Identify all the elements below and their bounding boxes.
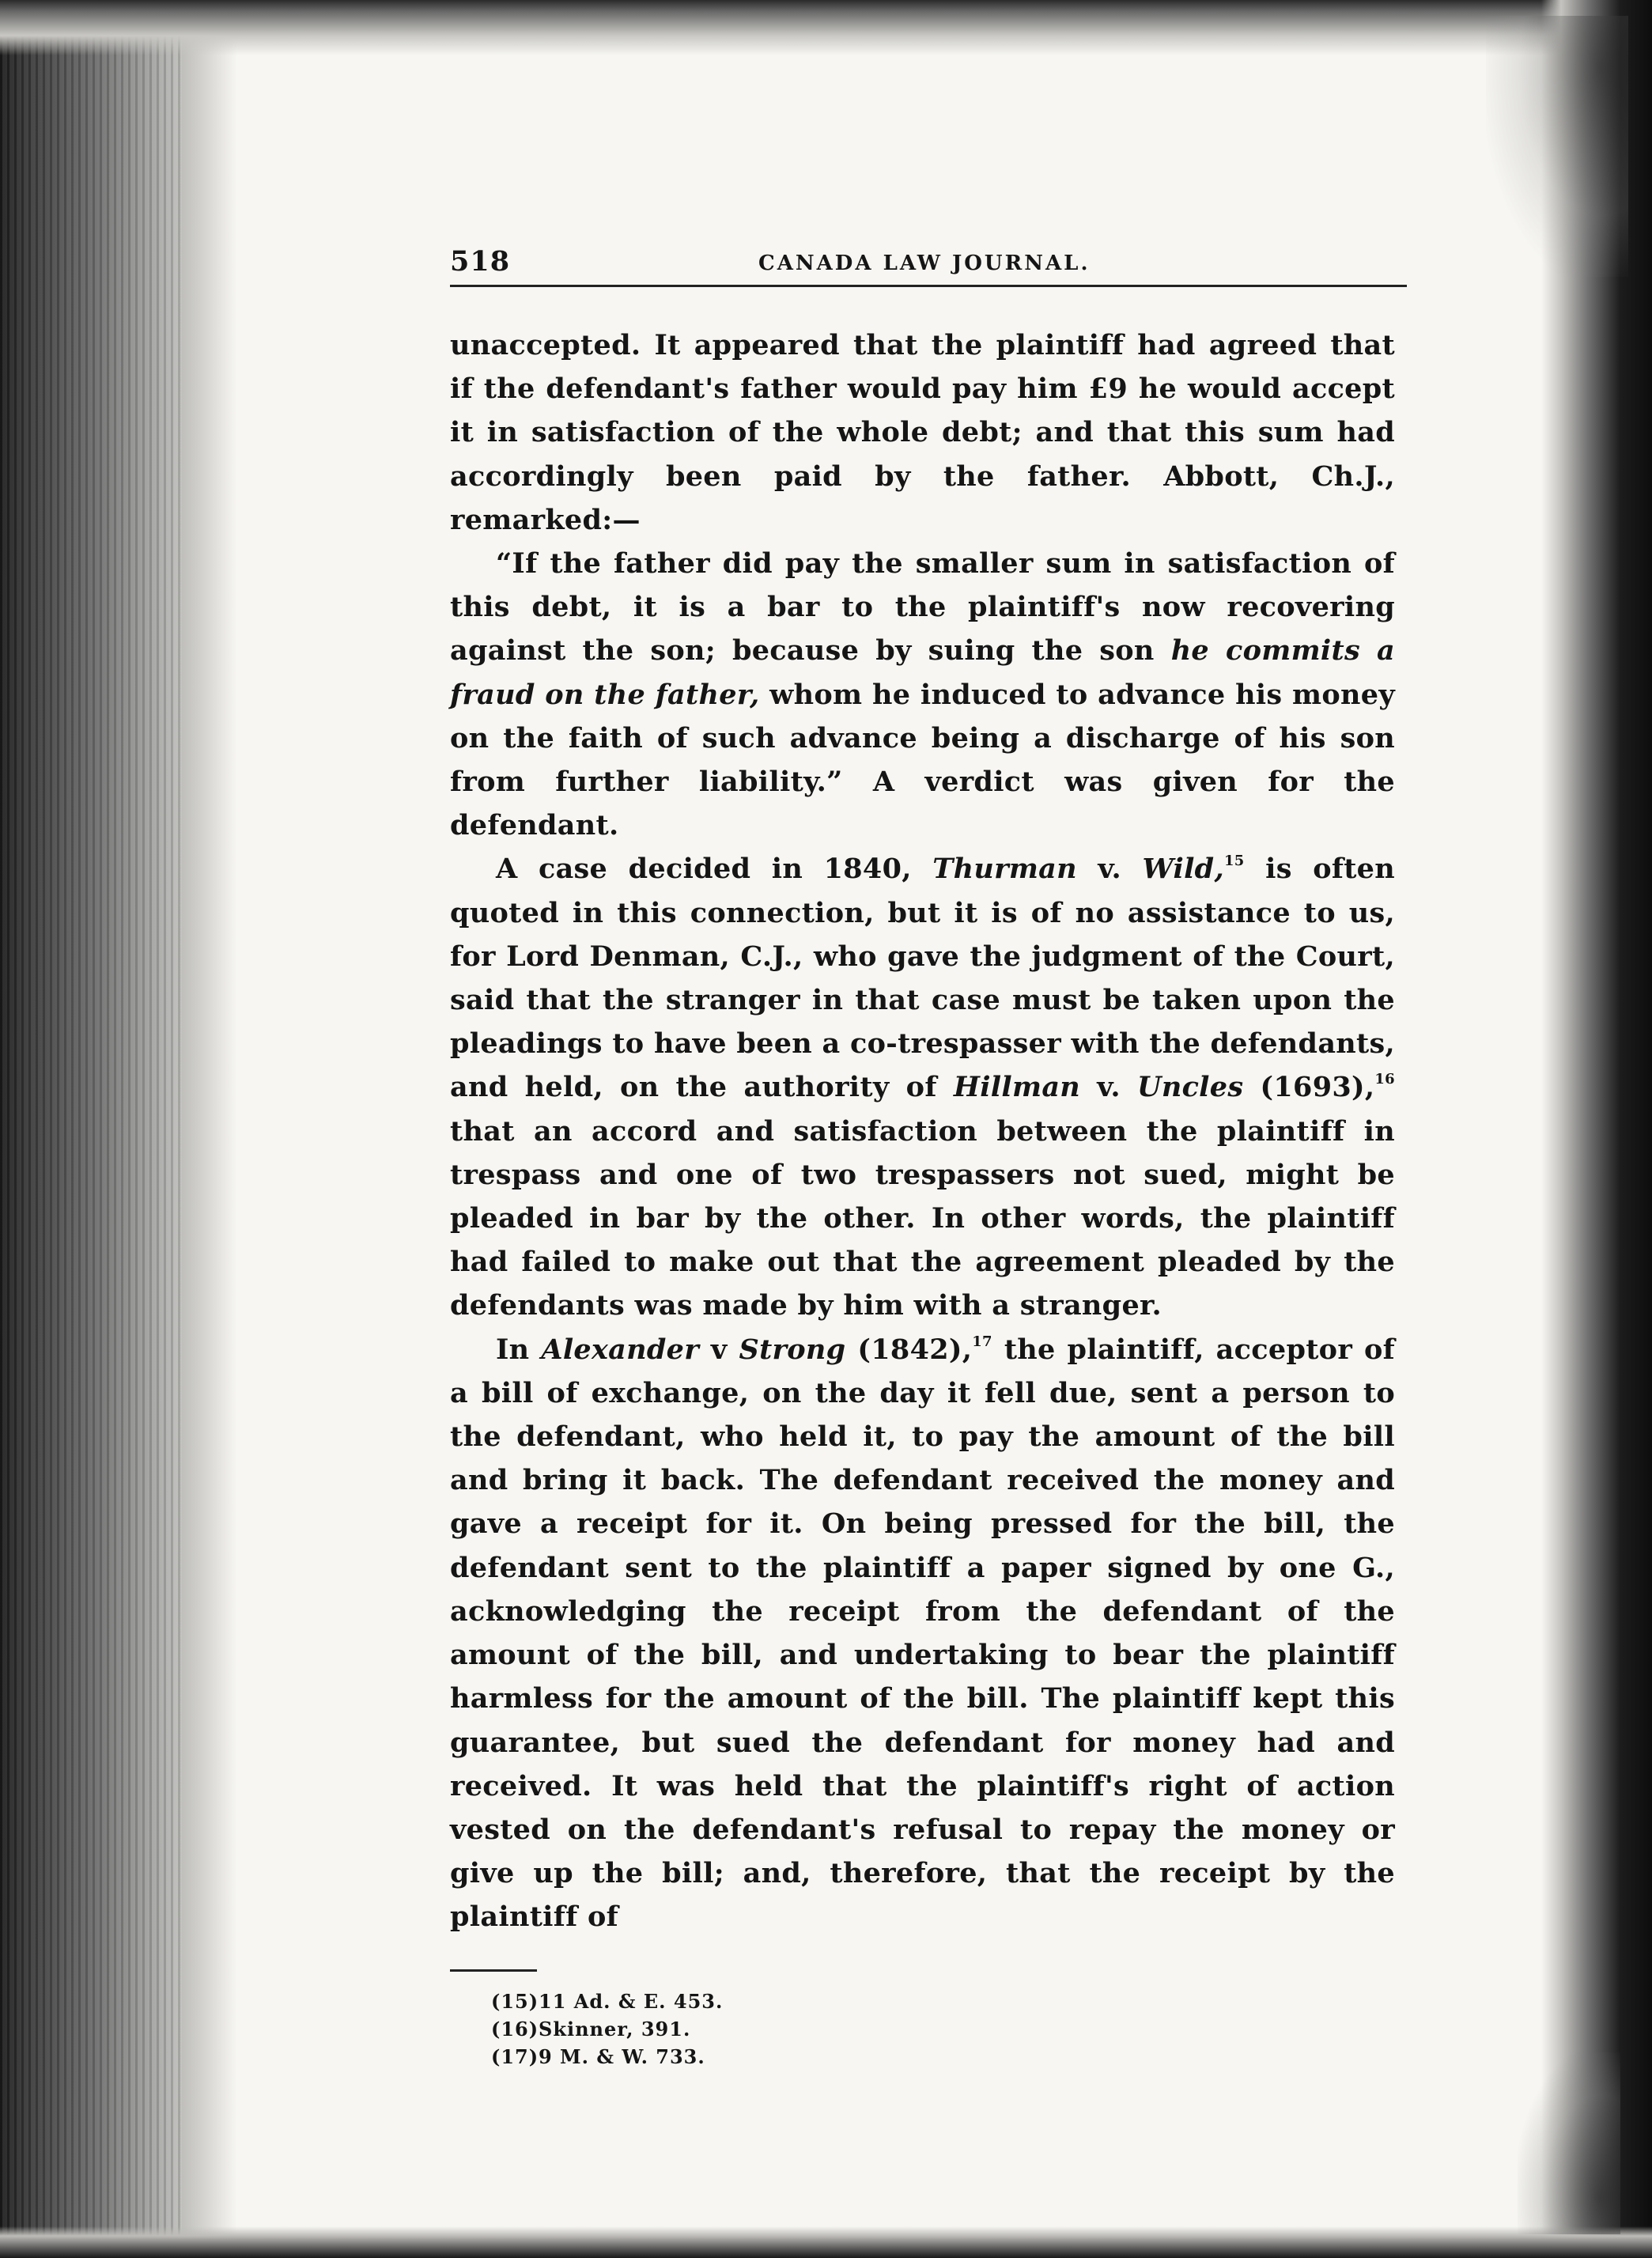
p3-text-d: that an accord and satisfaction between the plaintiff in trespass and one of two trespassers not sued, might be pleaded in bar by the other. In other words, the plaintiff had failed to make out that the agreement pleaded by the defendants was made by him with a stranger. xyxy=(450,1114,1395,1322)
p3-text-c: (1693), xyxy=(1243,1071,1375,1104)
quote-italic-phrase: he commits a fraud on the father, xyxy=(450,634,1395,711)
case-name-strong: Strong xyxy=(739,1333,846,1366)
page-number: 518 xyxy=(450,245,511,278)
footnote-ref-17: 17 xyxy=(972,1333,992,1350)
footnote-text: 9 M. & W. 733. xyxy=(539,2044,705,2068)
footnote-ref-16: 16 xyxy=(1374,1071,1395,1088)
p4-text-b: (1842), xyxy=(845,1333,973,1366)
journal-title: CANADA LAW JOURNAL. xyxy=(758,252,1091,275)
p3-versus-2: v. xyxy=(1080,1071,1137,1104)
footnote-text: 11 Ad. & E. 453. xyxy=(539,1989,724,2013)
footnote-label: (16) xyxy=(491,2017,539,2041)
p3-text-b: is often quoted in this connection, but it is of no assistance to us, for Lord Denman, C.J., who gave the judgment of the Court, said that the stranger in that case must be taken upon the pleadings to have been a co-trespasser with the defendants, and held, on the authority of xyxy=(450,853,1395,1104)
bottom-right-corner-wear xyxy=(1518,2052,1620,2234)
footnotes xyxy=(491,1988,1395,2071)
quote-text-a: “If the father did pay the smaller sum in satisfaction of this debt, it is a bar to the plaintiff's now recovering against the son; because by suing the son xyxy=(450,547,1395,668)
paragraph-2-quote xyxy=(450,542,1395,847)
paragraph-3 xyxy=(450,847,1395,1327)
p4-text-c: the plaintiff, acceptor of a bill of exchange, on the day it fell due, sent a person to the defendant, who held it, to pay the amount of the bill and bring it back. The defendant received the money and gave a receipt for it. On being pressed for the bill, the defendant sent to the plaintiff a paper signed by one G., acknowledging the receipt from the defendant of the amount of the bill, and undertaking to bear the plaintiff harmless for the amount of the bill. The plaintiff kept this guarantee, but sued the defendant for money had and received. It was held that the plaintiff's right of action vested on the defendant's refusal to repay the money or give up the bill; and, therefore, that the receipt by the plaintiff of xyxy=(450,1333,1396,1934)
footnote-text: Skinner, 391. xyxy=(539,2017,691,2041)
footnote-label: (17) xyxy=(491,2044,539,2068)
p3-text-a: A case decided in 1840, xyxy=(496,853,933,886)
body-text xyxy=(450,323,1395,1939)
footnote-label: (15) xyxy=(491,1989,539,2013)
footnote-15 xyxy=(491,1988,1395,2015)
case-name-thurman: Thurman xyxy=(932,853,1077,886)
page-content xyxy=(450,245,1395,2071)
paragraph-1: unaccepted. It appeared that the plaintiff had agreed that if the defendant's father would pay him £9 he would accept it in satisfaction of the whole debt; and that this sum had accordingly been paid by the father. Abbott, Ch.J., remarked:— xyxy=(450,329,1395,536)
footnote-16 xyxy=(491,2015,1395,2043)
right-edge-shadow xyxy=(1541,0,1652,2258)
footnote-divider xyxy=(450,1969,537,1972)
p3-versus-1: v. xyxy=(1076,853,1143,886)
left-binding-texture xyxy=(0,0,182,2258)
running-head xyxy=(450,245,1407,287)
quote-text-c: whom he induced to advance his money on the faith of such advance being a discharge of his son from further liability.” A verdict was given for the defendant. xyxy=(450,678,1395,842)
case-name-wild: Wild, xyxy=(1142,853,1224,886)
bottom-edge-shadow xyxy=(0,2226,1652,2258)
top-edge-shadow xyxy=(0,0,1652,55)
p4-text-a: In xyxy=(496,1333,542,1366)
case-name-alexander: Alexander xyxy=(541,1333,699,1366)
footnote-17 xyxy=(491,2043,1395,2071)
paragraph-4 xyxy=(450,1328,1395,1939)
case-name-hillman: Hillman xyxy=(953,1071,1081,1104)
p4-versus: v xyxy=(698,1333,739,1366)
case-name-uncles: Uncles xyxy=(1137,1071,1244,1104)
footnote-ref-15: 15 xyxy=(1223,853,1245,870)
top-right-corner-wear xyxy=(1486,16,1628,277)
